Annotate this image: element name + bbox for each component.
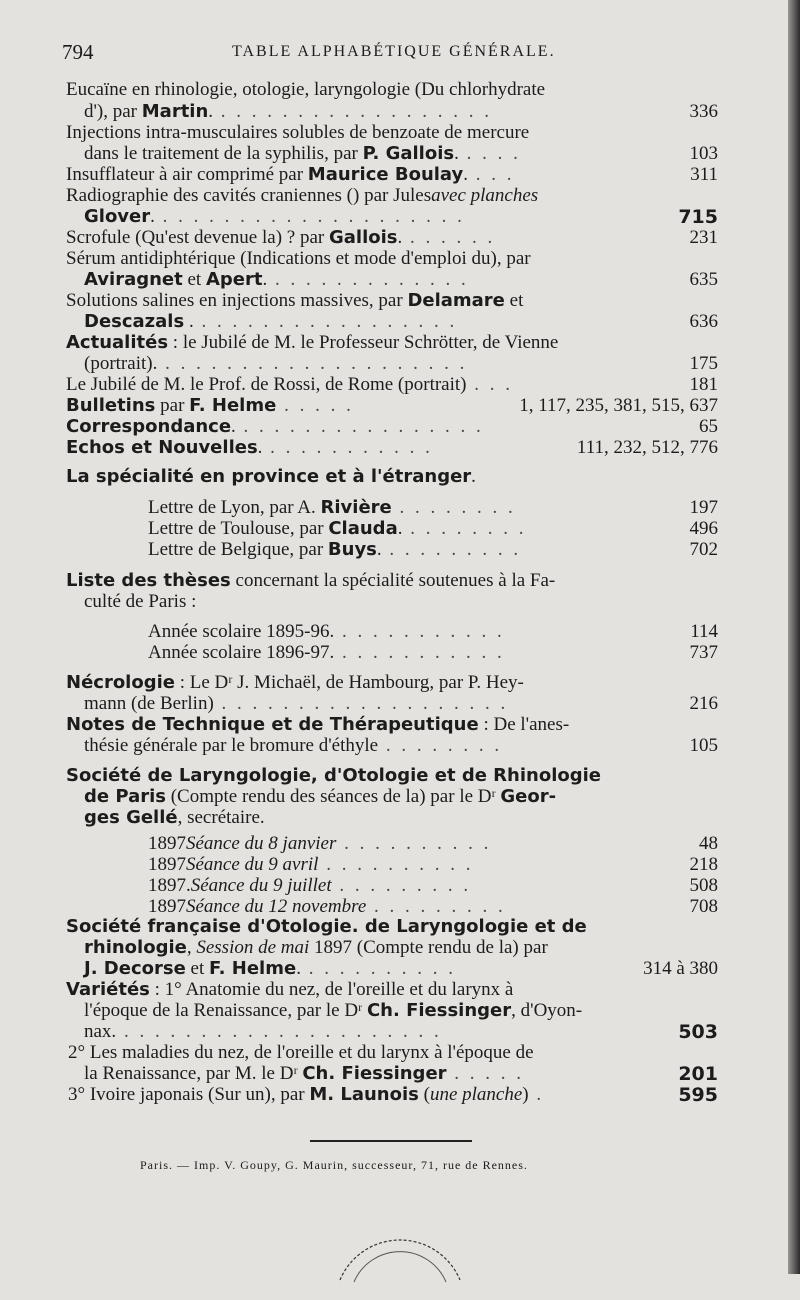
leader-dots: . . . . . . . . . . . . . . . . . [193,311,458,332]
index-line [0,78,800,102]
leader-dots: . . . . . . . . . . . [262,437,433,458]
page-reference: 103 [689,143,718,164]
entry-fragment: Lettre de Toulouse, par [148,518,329,539]
italic-text: Séance du 9 juillet [190,875,332,896]
entry-fragment: culté de Paris : [84,591,197,612]
entry-fragment: dans le traitement de la syphilis, par [84,143,363,164]
page-reference: 715 [678,206,718,228]
entry-fragment: . [231,416,236,437]
entry-fragment: 1897. [148,875,191,896]
author-or-heading: M. Launois [309,1084,419,1105]
entry-fragment: Sérum antidiphtérique (Indications et mode d'emploi du), par [66,248,531,269]
page-reference: 181 [689,374,718,395]
entry-fragment: par [155,395,190,416]
author-or-heading: Société française d'Otologie. de Laryngologie et de [66,916,587,937]
printer-imprint: Paris. — Imp. V. Goupy, G. Maurin, successeur, 71, rue de Rennes. [140,1158,528,1172]
leader-dots: . . . . . . . . . [331,875,472,896]
author-or-heading: Geor- [500,786,557,807]
entry-fragment: ) [522,1084,529,1105]
author-or-heading: Nécrologie [66,672,175,693]
entry-fragment: . [150,206,155,227]
author-or-heading: de Paris [84,786,166,807]
leader-dots: . . . . . . . . . . . . . . . . . . . . [157,353,468,374]
entry-fragment: . [376,539,382,560]
leader-dots: . . . . . [446,1063,525,1084]
author-or-heading: Martin [141,101,209,122]
entry-fragment: Année scolaire 1895-96. [148,621,335,642]
page-reference: 201 [678,1063,718,1085]
page-reference: 635 [689,269,718,290]
page-reference: 111, 232, 512, 776 [576,437,718,458]
entry-fragment: mann (de Berlin) [84,693,214,714]
author-or-heading: Ch. Fiessinger [302,1063,447,1084]
entry-fragment: (portrait). [84,353,158,374]
leader-dots: . . . . . . . . . . . . . . . . . . . . . [116,1021,442,1042]
leader-dots: . . . . [458,143,521,164]
entry-fragment: : 1° Anatomie du nez, de l'oreille et du larynx à [149,979,514,1000]
entry-fragment: Eucaïne en rhinologie, otologie, laryngologie (Du chlorhydrate [66,79,546,100]
leader-dots: . . . [466,374,514,395]
footer-rule [310,1140,472,1142]
leader-dots: . . . . . . . . . . . . . . . . [235,416,484,437]
author-or-heading: F. Helme [189,395,277,416]
page-reference: 105 [689,735,718,756]
index-line [0,590,800,614]
page-reference: 216 [689,693,718,714]
entry-fragment: , secrétaire. [177,807,265,828]
author-or-heading: Société de Laryngologie, d'Otologie et de Rhinologie [66,765,602,786]
entry-fragment: et [504,290,524,311]
entry-text [148,538,521,562]
leader-dots: . . . . . . . . . . . [334,621,505,642]
entry-text [66,78,545,102]
entry-fragment: ) par Jules [353,185,432,206]
author-or-heading: Delamare [407,290,505,311]
author-or-heading: Actualités [66,332,169,353]
index-line [0,1083,800,1107]
entry-text [66,465,476,489]
entry-fragment: 1897 [148,854,186,875]
leader-dots: . [528,1084,545,1105]
entry-fragment: : le Jubilé de M. le Professeur Schrötter, de Vienne [168,332,559,353]
entry-fragment: Lettre de Lyon, par A. [148,497,321,518]
leader-dots: . . . . . . . . . . . . . . . . . . [213,101,493,122]
leader-dots: . . . . . [276,395,354,416]
index-line [0,538,800,562]
author-or-heading: Ch. Fiessinger [366,1000,512,1021]
entry-fragment: . [454,143,459,164]
italic-text: avec planches [431,185,539,206]
italic-text: Séance du 12 novembre [186,896,367,917]
page-reference: 175 [689,353,718,374]
entry-fragment: . [208,101,214,122]
italic-text: une planche [429,1084,523,1105]
leader-dots: . . . . . . . . . . . . . [267,269,469,290]
author-or-heading: Apert [205,269,263,290]
entry-fragment: et [185,958,210,979]
leader-dots: . . . . . . . . . . . [334,642,505,663]
entry-fragment: . [463,164,469,185]
entry-fragment: 3° Ivoire japonais (Sur un), par [68,1084,310,1105]
page-reference: 65 [699,416,718,437]
entry-fragment: Le Jubilé de M. le Prof. de Rossi, de Rome (portrait) [66,374,467,395]
leader-dots: . . . . . . . . . [366,896,506,917]
running-title: TABLE ALPHABÉTIQUE GÉNÉRALE. [232,43,556,60]
index-line [0,641,800,665]
author-or-heading: F. Helme [209,958,297,979]
entry-fragment: concernant la spécialité soutenues à la Fa- [230,570,556,591]
author-or-heading: Clauda [328,518,398,539]
page-reference: 314 à 380 [643,958,718,979]
leader-dots: . . . . . . . . . . . . . . . . . . . . [154,206,465,227]
page-reference: 503 [678,1021,718,1043]
author-or-heading: Echos et Nouvelles [66,437,258,458]
entry-fragment: Année scolaire 1896-97. [148,642,335,663]
author-or-heading: Maurice Boulay [307,164,464,185]
author-or-heading: P. Gallois [362,143,455,164]
entry-fragment: Radiographie des cavités craniennes ( [66,185,353,206]
leader-dots: . . . . . . . . . . [318,854,474,875]
entry-text [84,590,196,614]
italic-text: Session de mai [196,937,310,958]
entry-fragment: . [471,466,476,487]
page-reference: 508 [689,875,718,896]
entry-fragment: Injections intra-musculaires solubles de benzoate de mercure [66,122,530,143]
leader-dots: . . . . . . . . [378,735,503,756]
author-or-heading: Correspondance [66,416,232,437]
entry-fragment: Insufflateur à air comprimé par [66,164,308,185]
entry-text [84,734,502,758]
entry-fragment: thésie générale par le bromure d'éthyle [84,735,379,756]
italic-text: Séance du 9 avril [186,854,319,875]
entry-fragment: Solutions salines en injections massives, par [66,290,408,311]
entry-fragment: 1897 [148,833,186,854]
page-number: 794 [62,40,94,64]
author-or-heading: Variétés [66,979,150,1000]
page-reference: 336 [689,101,718,122]
page-reference: 496 [689,518,718,539]
entry-fragment: nax. [84,1021,117,1042]
author-or-heading: J. Decorse [84,958,186,979]
page-reference: 636 [689,311,718,332]
entry-fragment: . [296,958,301,979]
index-line [0,734,800,758]
entry-fragment: 2° Les maladies du nez, de l'oreille et du larynx à l'époque de [68,1042,534,1063]
entry-fragment: , d'Oyon- [511,1000,583,1021]
author-or-heading: Descazals [84,311,185,332]
page-reference: 231 [689,227,718,248]
page-reference: 595 [678,1084,718,1106]
library-stamp [320,1170,480,1300]
italic-text: Séance du 8 janvier [186,833,337,854]
entry-fragment: , [186,937,197,958]
entry-fragment: : De l'anes- [478,714,570,735]
page-reference: 311 [690,164,718,185]
author-or-heading: Notes de Technique et de Thérapeutique [66,714,479,735]
leader-dots: . . . . . . . . . . [336,833,492,854]
index-line [0,436,800,460]
author-or-heading: Gallois [328,227,398,248]
entry-fragment: 1897 (Compte rendu de la) par [309,937,548,958]
entry-text [148,641,505,665]
entry-fragment: d'), par [84,101,142,122]
entry-fragment: ( [418,1084,430,1105]
entry-fragment: 1897 [148,896,186,917]
page-reference: 702 [689,539,718,560]
entry-fragment: et [182,269,206,290]
author-or-heading: La spécialité en province et à l'étranger [66,466,472,487]
entry-fragment: . [262,269,268,290]
entry-fragment: . [184,311,194,332]
page-reference: 1, 117, 235, 381, 515, 637 [519,395,718,416]
entry-fragment: l'époque de la Renaissance, par le Dʳ [84,1000,367,1021]
page-reference: 708 [689,896,718,917]
page-reference: 48 [699,833,718,854]
author-or-heading: Rivière [320,497,392,518]
index-line [0,806,800,830]
entry-text [66,436,433,460]
leader-dots: . . . . . . . . . . . . . . . . . . . [213,693,509,714]
entry-fragment: (Compte rendu des séances de la) par le Dʳ [165,786,501,807]
entry-text [68,1083,544,1107]
author-or-heading: Buys [327,539,377,560]
author-or-heading: ges Gellé [84,807,178,828]
author-or-heading: rhinologie [84,937,187,958]
entry-fragment: . [257,437,263,458]
author-or-heading: Aviragnet [84,269,183,290]
page-reference: 737 [689,642,718,663]
leader-dots: . . . . . . . . . [381,539,522,560]
page-reference: 218 [689,854,718,875]
entry-text [84,806,265,830]
entry-fragment: . [397,518,403,539]
entry-fragment: : Le Dʳ J. Michaël, de Hambourg, par P. Hey- [174,672,524,693]
entry-fragment: Scrofule (Qu'est devenue la) ? par [66,227,329,248]
page-reference: 114 [690,621,718,642]
leader-dots: . . . . . . . . [402,518,527,539]
leader-dots: . . . . . . . . . . [300,958,456,979]
leader-dots: . . . [468,164,515,185]
leader-dots: . . . . . . [402,227,496,248]
entry-fragment: Lettre de Belgique, par [148,539,328,560]
index-line [0,465,800,489]
leader-dots: . . . . . . . . [391,497,516,518]
entry-fragment: . [397,227,403,248]
page-reference: 197 [689,497,718,518]
author-or-heading: Liste des thèses [66,570,231,591]
entry-fragment: la Renaissance, par M. le Dʳ [84,1063,303,1084]
author-or-heading: Bulletins [66,395,156,416]
author-or-heading: Glover [84,206,151,227]
